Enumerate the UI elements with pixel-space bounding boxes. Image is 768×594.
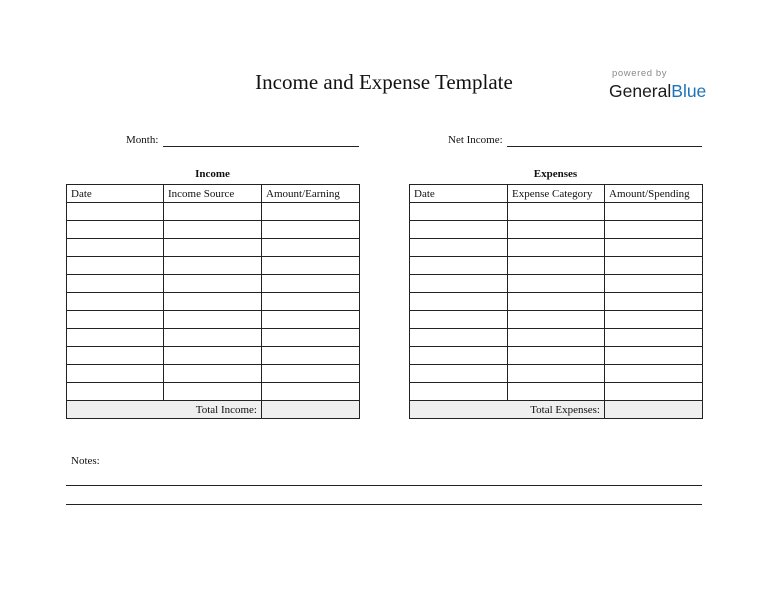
income-cell-amount[interactable]	[262, 311, 360, 329]
expenses-col-date: Date	[410, 185, 508, 203]
income-row	[67, 365, 360, 383]
income-cell-amount[interactable]	[262, 221, 360, 239]
logo-general-text: General	[609, 81, 672, 101]
expenses-row	[410, 203, 703, 221]
expenses-row	[410, 275, 703, 293]
income-cell-col2[interactable]	[164, 293, 262, 311]
expenses-cell-col2[interactable]	[508, 365, 605, 383]
expenses-cell-amount[interactable]	[605, 347, 703, 365]
expenses-cell-amount[interactable]	[605, 275, 703, 293]
income-row	[67, 293, 360, 311]
expenses-cell-col2[interactable]	[508, 257, 605, 275]
expenses-row	[410, 383, 703, 401]
month-label: Month:	[126, 134, 159, 146]
income-cell-col2[interactable]	[164, 257, 262, 275]
income-row	[67, 347, 360, 365]
total-income-value[interactable]	[262, 401, 360, 419]
expenses-cell-date[interactable]	[410, 365, 508, 383]
income-cell-amount[interactable]	[262, 239, 360, 257]
income-cell-date[interactable]	[67, 275, 164, 293]
expenses-table	[409, 184, 703, 419]
income-cell-col2[interactable]	[164, 275, 262, 293]
expenses-cell-date[interactable]	[410, 347, 508, 365]
expenses-row	[410, 347, 703, 365]
income-cell-col2[interactable]	[164, 329, 262, 347]
expenses-cell-date[interactable]	[410, 239, 508, 257]
expenses-row	[410, 257, 703, 275]
expenses-row	[410, 365, 703, 383]
expenses-cell-amount[interactable]	[605, 311, 703, 329]
income-cell-amount[interactable]	[262, 383, 360, 401]
income-cell-date[interactable]	[67, 329, 164, 347]
total-income-label: Total Income:	[67, 401, 262, 419]
total-expenses-label: Total Expenses:	[410, 401, 605, 419]
income-cell-date[interactable]	[67, 311, 164, 329]
expenses-cell-amount[interactable]	[605, 383, 703, 401]
income-cell-date[interactable]	[67, 203, 164, 221]
expenses-cell-amount[interactable]	[605, 221, 703, 239]
income-row	[67, 203, 360, 221]
expenses-cell-date[interactable]	[410, 275, 508, 293]
expenses-row	[410, 311, 703, 329]
expenses-col-amount: Amount/Spending	[605, 185, 703, 203]
logo-blue-text: Blue	[671, 81, 707, 101]
income-cell-amount[interactable]	[262, 275, 360, 293]
income-cell-amount[interactable]	[262, 293, 360, 311]
expenses-cell-col2[interactable]	[508, 275, 605, 293]
income-cell-amount[interactable]	[262, 257, 360, 275]
expenses-cell-col2[interactable]	[508, 311, 605, 329]
income-row	[67, 311, 360, 329]
income-cell-date[interactable]	[67, 293, 164, 311]
net-income-field[interactable]	[507, 146, 702, 147]
expenses-cell-date[interactable]	[410, 257, 508, 275]
income-cell-col2[interactable]	[164, 365, 262, 383]
expenses-row	[410, 329, 703, 347]
income-col-date: Date	[67, 185, 164, 203]
expenses-cell-date[interactable]	[410, 203, 508, 221]
month-field[interactable]	[163, 146, 359, 147]
income-col-source: Income Source	[164, 185, 262, 203]
expenses-cell-amount[interactable]	[605, 203, 703, 221]
income-section-title: Income	[195, 168, 230, 180]
expenses-cell-col2[interactable]	[508, 221, 605, 239]
expenses-cell-amount[interactable]	[605, 239, 703, 257]
expenses-cell-col2[interactable]	[508, 329, 605, 347]
income-cell-date[interactable]	[67, 257, 164, 275]
expenses-cell-amount[interactable]	[605, 329, 703, 347]
logo-wordmark	[609, 80, 709, 102]
expenses-cell-date[interactable]	[410, 293, 508, 311]
net-income-label: Net Income:	[448, 134, 503, 146]
income-header-row	[67, 185, 360, 203]
income-col-amount: Amount/Earning	[262, 185, 360, 203]
expenses-cell-amount[interactable]	[605, 293, 703, 311]
income-cell-amount[interactable]	[262, 203, 360, 221]
income-cell-col2[interactable]	[164, 347, 262, 365]
expenses-header-row	[410, 185, 703, 203]
expenses-cell-col2[interactable]	[508, 239, 605, 257]
total-expenses-value[interactable]	[605, 401, 703, 419]
income-cell-amount[interactable]	[262, 329, 360, 347]
powered-by-text: powered by	[612, 68, 668, 79]
expenses-cell-col2[interactable]	[508, 383, 605, 401]
expenses-cell-col2[interactable]	[508, 347, 605, 365]
income-row	[67, 275, 360, 293]
expenses-row	[410, 221, 703, 239]
expenses-section-title: Expenses	[533, 168, 578, 180]
income-row	[67, 257, 360, 275]
expenses-cell-date[interactable]	[410, 311, 508, 329]
notes-line-2[interactable]	[66, 504, 702, 505]
expenses-cell-col2[interactable]	[508, 203, 605, 221]
expenses-cell-col2[interactable]	[508, 293, 605, 311]
expenses-cell-date[interactable]	[410, 221, 508, 239]
income-cell-date[interactable]	[67, 365, 164, 383]
expenses-col-category: Expense Category	[508, 185, 605, 203]
income-cell-amount[interactable]	[262, 365, 360, 383]
notes-label: Notes:	[71, 455, 100, 467]
expenses-cell-date[interactable]	[410, 329, 508, 347]
expenses-row	[410, 239, 703, 257]
income-cell-date[interactable]	[67, 347, 164, 365]
expenses-cell-date[interactable]	[410, 383, 508, 401]
expenses-total-row	[410, 401, 703, 419]
income-cell-col2[interactable]	[164, 203, 262, 221]
income-row	[67, 383, 360, 401]
income-row	[67, 239, 360, 257]
income-cell-date[interactable]	[67, 221, 164, 239]
income-cell-date[interactable]	[67, 239, 164, 257]
expenses-row	[410, 293, 703, 311]
income-total-row	[67, 401, 360, 419]
income-cell-col2[interactable]	[164, 311, 262, 329]
income-row	[67, 221, 360, 239]
income-cell-col2[interactable]	[164, 383, 262, 401]
income-cell-col2[interactable]	[164, 221, 262, 239]
document-title: Income and Expense Template	[255, 70, 513, 94]
income-row	[67, 329, 360, 347]
notes-line-1[interactable]	[66, 485, 702, 486]
expenses-cell-amount[interactable]	[605, 365, 703, 383]
income-cell-date[interactable]	[67, 383, 164, 401]
income-cell-amount[interactable]	[262, 347, 360, 365]
income-cell-col2[interactable]	[164, 239, 262, 257]
income-table	[66, 184, 360, 419]
expenses-cell-amount[interactable]	[605, 257, 703, 275]
brand-logo	[609, 68, 709, 102]
